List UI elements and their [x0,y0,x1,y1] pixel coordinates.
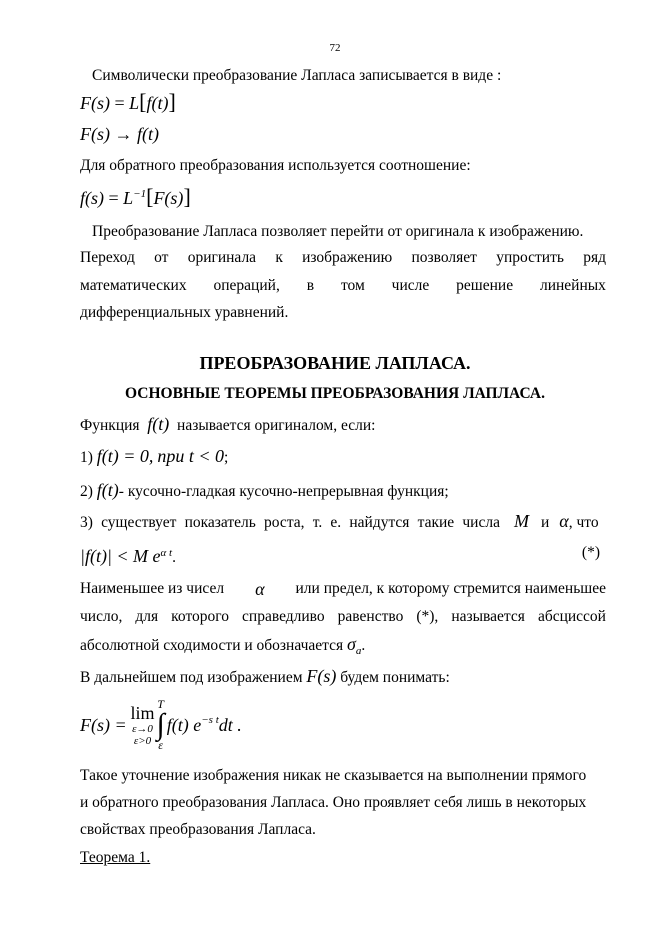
para1-line4: дифференциальных уравнений. [80,304,289,321]
heading-theorems: ОСНОВНЫЕ ТЕОРЕМЫ ПРЕОБРАЗОВАНИЯ ЛАПЛАСА. [125,385,545,402]
page-number: 72 [329,42,341,54]
para2-line3: абсолютной сходимости и обозначается $\sigma_a$. [80,634,366,658]
formula-inverse: $f(s) = L^{-1}[F(s)]$ [80,184,191,209]
equation-tag: (*) [581,544,600,561]
theorem-heading: Теорема 1. [80,849,151,866]
formula-laplace: F(s) = L[f(t)] [80,89,176,114]
heading-laplace: ПРЕОБРАЗОВАНИЕ ЛАПЛАСА. [199,353,471,373]
para2-line1: Наименьшее из чисел α или предел, к которому стремится наименьшее [80,579,606,599]
condition-2: 2) f(t)- кусочно-гладкая кусочно-непрерывная функция; [80,480,449,500]
formula-correspondence: F(s) → f(t) [80,124,159,144]
intro-text: Символически преобразование Лапласа записывается в виде : [92,67,502,84]
para3-line2: и обратного преобразования Лапласа. Оно проявляет себя лишь в некоторых [80,794,587,811]
condition-1: 1) f(t) = 0, при t < 0; [80,446,229,466]
definition-line: Функция f(t) называется оригиналом, если: [80,414,376,434]
inequality-line: |f(t)| < M $e^{\alpha t}$. (*) [80,544,600,567]
inverse-text: Для обратного преобразования используется соотношение: [80,157,471,174]
para2-line2: число, для которого справедливо равенство (*), называется абсциссой [80,608,606,625]
further-line: В дальнейшем под изображением F(s) будем понимать: [80,666,450,686]
para1-line1: Преобразование Лапласа позволяет перейти от оригинала к изображению. [92,223,584,240]
para3-line3: свойствах преобразования Лапласа. [80,821,316,838]
para1-line2: Переход от оригинала к изображению позволяет упростить ряд [80,249,606,266]
integral-formula: F(s) = lim ε→0 ε>0 T ∫ ε f(t) e $^{-s t}$ dt . [80,697,242,752]
para3-line1: Такое уточнение изображения никак не сказывается на выполнении прямого [80,767,587,784]
condition-3: 3) существует показатель роста, т. е. найдутся такие числа M и α , что [80,511,599,531]
para1-line3: математических операций, в том числе решение линейных [80,277,606,294]
